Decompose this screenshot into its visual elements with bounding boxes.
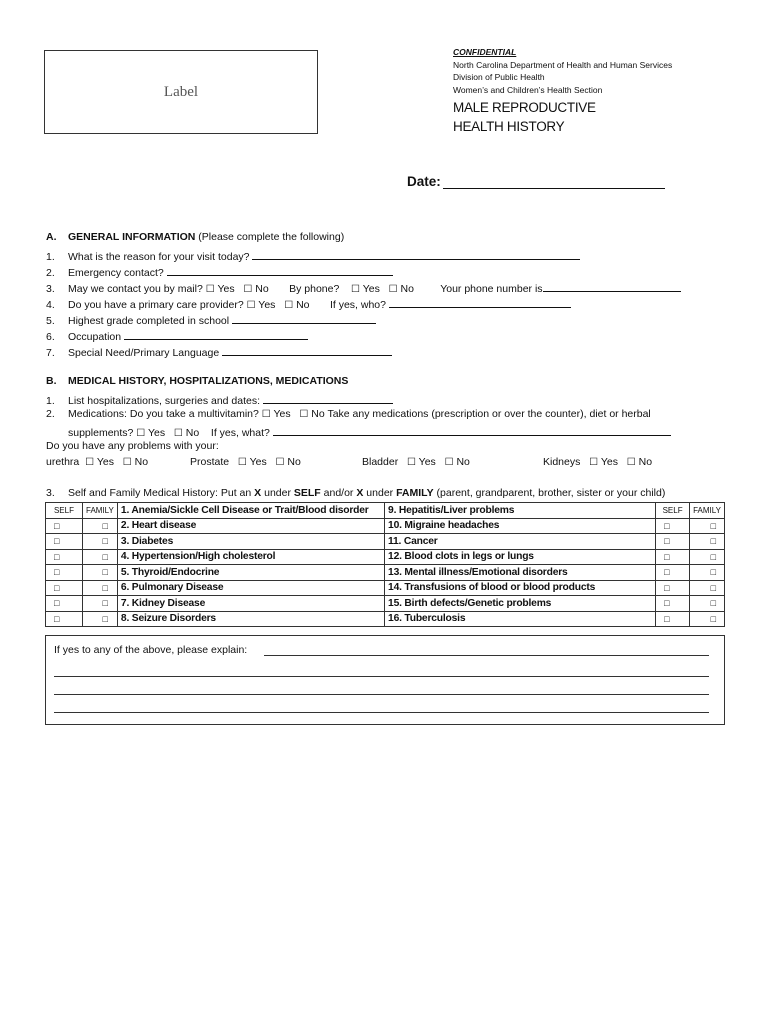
patient-label-box bbox=[44, 50, 318, 134]
question-text: What is the reason for your visit today? bbox=[68, 251, 250, 263]
checkbox[interactable]: ☐ bbox=[275, 457, 285, 468]
question-a2: 2. Emergency contact? bbox=[46, 264, 393, 279]
no-label: No bbox=[185, 427, 200, 439]
explain-box[interactable] bbox=[45, 635, 725, 725]
question-b1: 1. List hospitalizations, surgeries and dates: bbox=[46, 392, 393, 407]
question-a1: 1. What is the reason for your visit today? bbox=[46, 248, 580, 263]
self-checkbox[interactable]: □ bbox=[46, 580, 83, 596]
question-text: supplements? bbox=[68, 427, 134, 439]
family-checkbox[interactable]: □ bbox=[82, 534, 117, 550]
family-checkbox[interactable]: □ bbox=[690, 565, 725, 581]
answer-line[interactable] bbox=[124, 328, 308, 340]
checkbox[interactable]: ☐ bbox=[299, 409, 309, 420]
family-checkbox[interactable]: □ bbox=[690, 611, 725, 627]
family-checkbox[interactable]: □ bbox=[82, 565, 117, 581]
table-row bbox=[46, 596, 725, 612]
question-text: Your phone number is bbox=[440, 283, 543, 295]
table-row bbox=[46, 518, 725, 534]
prostate-options bbox=[190, 456, 301, 468]
condition-cell: 10. Migraine headaches bbox=[385, 518, 656, 534]
self-checkbox[interactable]: □ bbox=[46, 565, 83, 581]
date-label: Date: bbox=[407, 174, 441, 189]
question-text: Take any medications (prescription or over the counter), diet or herbal bbox=[327, 408, 651, 420]
condition-cell: 2. Heart disease bbox=[117, 518, 384, 534]
question-a7: 7. Special Need/Primary Language bbox=[46, 344, 392, 359]
problems-options bbox=[46, 456, 148, 468]
kidneys-label: Kidneys bbox=[543, 456, 581, 468]
checkbox[interactable]: ☐ bbox=[136, 428, 146, 439]
checkbox[interactable]: ☐ bbox=[205, 284, 215, 295]
family-checkbox[interactable]: □ bbox=[82, 580, 117, 596]
under-text: under bbox=[264, 487, 291, 499]
question-text: May we contact you by mail? bbox=[68, 283, 203, 295]
family-text: FAMILY bbox=[396, 487, 434, 499]
question-text: Do you have any problems with your: bbox=[46, 440, 219, 452]
question-text: Medications: Do you take a multivitamin? bbox=[68, 408, 259, 420]
checkbox[interactable]: ☐ bbox=[444, 457, 454, 468]
condition-cell: 9. Hepatitis/Liver problems bbox=[385, 503, 656, 519]
section-a-letter: A. bbox=[46, 231, 57, 243]
self-checkbox[interactable]: □ bbox=[46, 596, 83, 612]
label-text: Label bbox=[163, 83, 199, 100]
self-header: SELF bbox=[656, 503, 690, 519]
question-text: By phone? bbox=[289, 283, 340, 295]
condition-cell: 14. Transfusions of blood or blood products bbox=[385, 580, 656, 596]
family-checkbox[interactable]: □ bbox=[690, 534, 725, 550]
phone-line[interactable] bbox=[543, 280, 681, 292]
under-text: under bbox=[366, 487, 394, 499]
checkbox[interactable]: ☐ bbox=[237, 457, 247, 468]
medical-history-table bbox=[45, 502, 725, 627]
explain-line[interactable] bbox=[54, 712, 709, 713]
self-checkbox[interactable]: □ bbox=[656, 596, 690, 612]
checkbox[interactable]: ☐ bbox=[589, 457, 599, 468]
section-a-title: GENERAL INFORMATION bbox=[68, 231, 196, 243]
prostate-label: Prostate bbox=[190, 456, 230, 468]
question-b2: 2. Medications: Do you take a multivitamin? ☐ Yes ☐ No Take any medications (prescription or over the counter), diet or herbal bbox=[46, 408, 651, 420]
condition-cell: 5. Thyroid/Endocrine bbox=[117, 565, 384, 581]
table-row bbox=[46, 580, 725, 596]
self-checkbox[interactable]: □ bbox=[656, 518, 690, 534]
question-text: Do you have a primary care provider? bbox=[68, 299, 244, 311]
no-label: No bbox=[456, 456, 470, 468]
table-row bbox=[46, 534, 725, 550]
section-b-letter: B. bbox=[46, 375, 57, 387]
x-text: X bbox=[356, 487, 364, 499]
checkbox[interactable]: ☐ bbox=[350, 284, 360, 295]
question-text: Self and Family Medical History: Put an bbox=[68, 487, 252, 499]
section-a-heading bbox=[46, 231, 344, 243]
question-text: Emergency contact? bbox=[68, 267, 164, 279]
checkbox[interactable]: ☐ bbox=[122, 457, 132, 468]
no-label: No bbox=[134, 456, 149, 468]
urethra-label: urethra bbox=[46, 456, 80, 468]
answer-line[interactable] bbox=[252, 248, 580, 260]
self-checkbox[interactable]: □ bbox=[46, 549, 83, 565]
family-checkbox[interactable]: □ bbox=[82, 611, 117, 627]
form-title bbox=[453, 98, 596, 136]
self-checkbox[interactable]: □ bbox=[656, 565, 690, 581]
question-a5: 5. Highest grade completed in school bbox=[46, 312, 376, 327]
bladder-options bbox=[362, 456, 470, 468]
self-text: SELF bbox=[293, 487, 321, 499]
bladder-label: Bladder bbox=[362, 456, 399, 468]
yes-label: Yes bbox=[217, 283, 235, 295]
yes-label: Yes bbox=[418, 456, 436, 468]
section-b-title: MEDICAL HISTORY, HOSPITALIZATIONS, MEDICATIONS bbox=[68, 375, 349, 387]
self-checkbox[interactable]: □ bbox=[656, 534, 690, 550]
problems-question bbox=[46, 440, 219, 452]
checkbox[interactable]: ☐ bbox=[243, 284, 253, 295]
answer-line[interactable] bbox=[273, 424, 671, 436]
checkbox[interactable]: ☐ bbox=[261, 409, 271, 420]
checkbox[interactable]: ☐ bbox=[173, 428, 183, 439]
family-checkbox[interactable]: □ bbox=[82, 549, 117, 565]
form-header bbox=[453, 46, 672, 96]
table-row bbox=[46, 549, 725, 565]
checkbox[interactable]: ☐ bbox=[284, 300, 294, 311]
no-label: No bbox=[296, 299, 310, 311]
table-header-row bbox=[46, 503, 725, 519]
yes-label: Yes bbox=[600, 456, 618, 468]
question-text: (parent, grandparent, brother, sister or your child) bbox=[436, 487, 666, 499]
yes-label: Yes bbox=[249, 456, 267, 468]
question-text: List hospitalizations, surgeries and dates: bbox=[68, 395, 261, 407]
family-header: FAMILY bbox=[82, 503, 117, 519]
family-checkbox[interactable]: □ bbox=[82, 596, 117, 612]
self-checkbox[interactable]: □ bbox=[656, 549, 690, 565]
self-checkbox[interactable]: □ bbox=[46, 518, 83, 534]
answer-line[interactable] bbox=[167, 264, 393, 276]
table-row bbox=[46, 565, 725, 581]
self-checkbox[interactable]: □ bbox=[46, 534, 83, 550]
question-a6: 6. Occupation bbox=[46, 328, 308, 343]
self-checkbox[interactable]: □ bbox=[46, 611, 83, 627]
x-text: X bbox=[254, 487, 262, 499]
yes-label: Yes bbox=[362, 283, 380, 295]
question-b2-cont bbox=[68, 424, 671, 439]
condition-cell: 7. Kidney Disease bbox=[117, 596, 384, 612]
title-line-1: MALE REPRODUCTIVE bbox=[453, 100, 596, 115]
condition-cell: 6. Pulmonary Disease bbox=[117, 580, 384, 596]
department-text: North Carolina Department of Health and Human Services bbox=[453, 59, 673, 70]
no-label: No bbox=[311, 408, 325, 420]
yes-label: Yes bbox=[258, 299, 276, 311]
yes-label: Yes bbox=[148, 427, 166, 439]
condition-cell: 3. Diabetes bbox=[117, 534, 384, 550]
question-a4: 4. Do you have a primary care provider? ☐ Yes ☐ No If yes, who? bbox=[46, 296, 571, 311]
date-field[interactable] bbox=[407, 174, 665, 189]
explain-line[interactable] bbox=[264, 655, 709, 656]
self-checkbox[interactable]: □ bbox=[656, 611, 690, 627]
answer-line[interactable] bbox=[389, 296, 571, 308]
division-text: Division of Public Health bbox=[453, 72, 545, 83]
explain-line[interactable] bbox=[54, 676, 709, 677]
confidential-text: CONFIDENTIAL bbox=[453, 47, 517, 57]
question-text: If yes, who? bbox=[329, 299, 386, 311]
table-row bbox=[46, 611, 725, 627]
question-text: Occupation bbox=[68, 331, 122, 343]
explain-label: If yes to any of the above, please explain: bbox=[54, 644, 248, 656]
answer-line[interactable] bbox=[222, 344, 392, 356]
self-header: SELF bbox=[46, 503, 83, 519]
question-text: Special Need/Primary Language bbox=[68, 347, 220, 359]
family-checkbox[interactable]: □ bbox=[690, 580, 725, 596]
yes-label: Yes bbox=[96, 456, 114, 468]
family-checkbox[interactable]: □ bbox=[690, 549, 725, 565]
section-text: Women’s and Children’s Health Section bbox=[453, 84, 603, 95]
condition-cell: 16. Tuberculosis bbox=[385, 611, 656, 627]
checkbox[interactable]: ☐ bbox=[626, 457, 636, 468]
answer-line[interactable] bbox=[263, 392, 393, 404]
family-checkbox[interactable]: □ bbox=[82, 518, 117, 534]
condition-cell: 15. Birth defects/Genetic problems bbox=[385, 596, 656, 612]
answer-line[interactable] bbox=[232, 312, 376, 324]
self-checkbox[interactable]: □ bbox=[656, 580, 690, 596]
family-checkbox[interactable]: □ bbox=[690, 596, 725, 612]
condition-cell: 1. Anemia/Sickle Cell Disease or Trait/Blood disorder bbox=[117, 503, 384, 519]
family-checkbox[interactable]: □ bbox=[690, 518, 725, 534]
question-b3: 3. Self and Family Medical History: Put an X under SELF and/or X under FAMILY (parent, grandparent, brother, sister or your child) bbox=[46, 487, 666, 499]
family-header: FAMILY bbox=[690, 503, 725, 519]
no-label: No bbox=[255, 283, 269, 295]
title-line-2: HEALTH HISTORY bbox=[453, 119, 565, 134]
question-text: Highest grade completed in school bbox=[68, 315, 230, 327]
date-line[interactable] bbox=[443, 174, 665, 189]
no-label: No bbox=[287, 456, 301, 468]
checkbox[interactable]: ☐ bbox=[388, 284, 398, 295]
checkbox[interactable]: ☐ bbox=[85, 457, 95, 468]
condition-cell: 11. Cancer bbox=[385, 534, 656, 550]
checkbox[interactable]: ☐ bbox=[406, 457, 416, 468]
andor-text: and/or bbox=[323, 487, 354, 499]
yes-label: Yes bbox=[273, 408, 291, 420]
explain-line[interactable] bbox=[54, 694, 709, 695]
question-a3: 3. May we contact you by mail? ☐ Yes ☐ No By phone? ☐ Yes ☐ No Your phone number is bbox=[46, 280, 681, 295]
condition-cell: 13. Mental illness/Emotional disorders bbox=[385, 565, 656, 581]
condition-cell: 12. Blood clots in legs or lungs bbox=[385, 549, 656, 565]
no-label: No bbox=[400, 283, 414, 295]
section-a-note: (Please complete the following) bbox=[198, 231, 345, 243]
kidneys-options bbox=[543, 456, 652, 468]
no-label: No bbox=[638, 456, 653, 468]
section-b-heading bbox=[46, 375, 348, 387]
condition-cell: 8. Seizure Disorders bbox=[117, 611, 384, 627]
question-text: If yes, what? bbox=[210, 427, 270, 439]
condition-cell: 4. Hypertension/High cholesterol bbox=[117, 549, 384, 565]
checkbox[interactable]: ☐ bbox=[246, 300, 256, 311]
